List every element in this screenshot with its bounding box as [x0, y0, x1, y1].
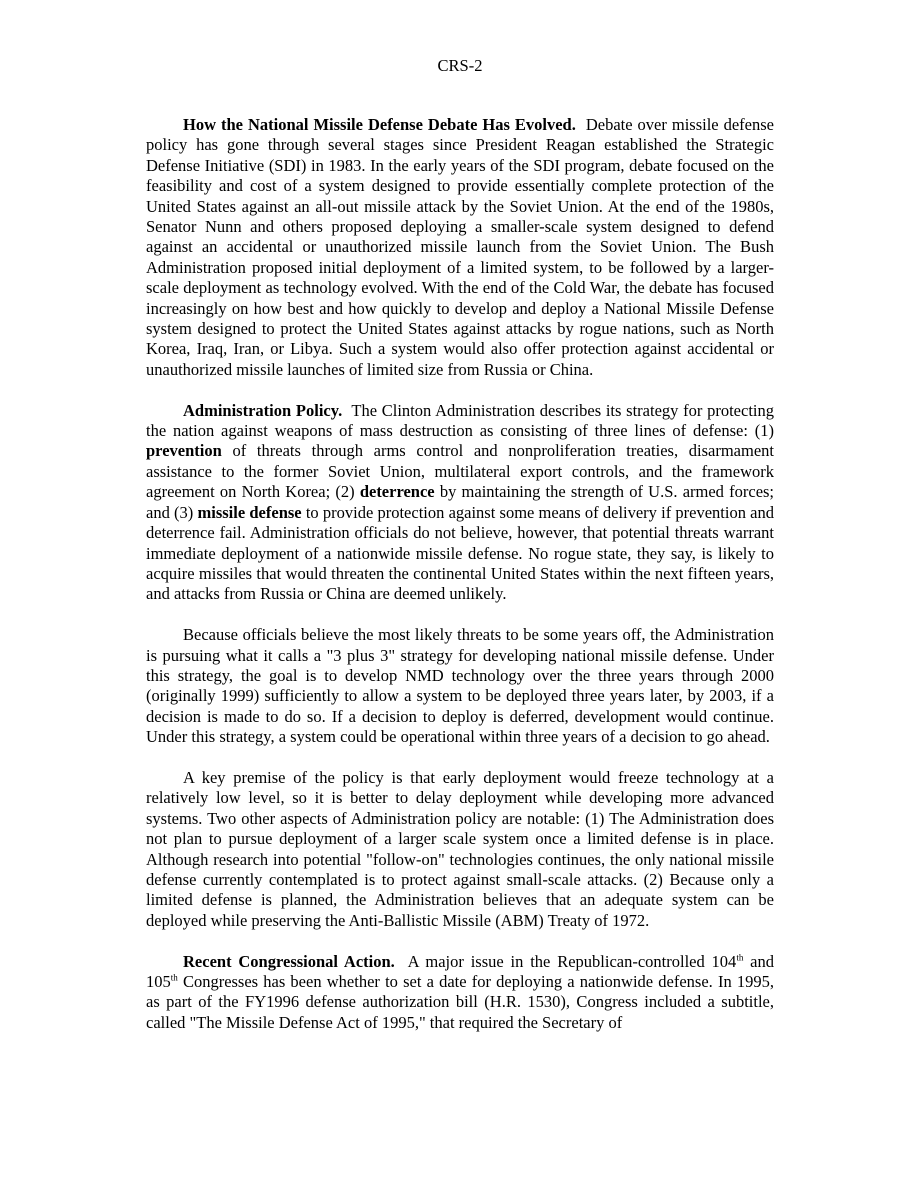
paragraph-text: Debate over missile defense policy has gone through several stages since President Reagan established the Strategic Defense Initiative (SDI) in 1983. In the early years of the SDI program, debate focused on the feasibility and cost of a system designed to provide essentially complete protection of the United States against an all-out missile attack by the Soviet Union. At the end of the 1980s, Senator Nunn and others proposed deploying a smaller-scale system designed to defend against an accidental or unauthorized missile launch from the Soviet Union. The Bush Administration proposed initial deployment of a limited system, to be followed by a larger-scale deployment as technology evolved. With the end of the Cold War, the debate has focused increasingly on how best and how quickly to develop and deploy a National Missile Defense system designed to protect the United States against attacks by rogue nations, such as North Korea, Iraq, Iran, or Libya. Such a system would also offer protection against accidental or unauthorized missile launches of limited size from Russia or China.: [146, 115, 774, 379]
section-heading-administration-policy: Administration Policy.: [183, 400, 343, 420]
section-heading-debate-evolution: How the National Missile Defense Debate Has Evolved.: [183, 115, 576, 134]
bold-term-prevention: prevention: [146, 441, 222, 461]
section-heading-congressional-action: Recent Congressional Action.: [183, 951, 395, 971]
paragraph-debate-evolution: [146, 115, 774, 380]
paragraph-text: to provide protection against some means of delivery if prevention and deterrence fail. Administration officials do not believe, however, that potential threats warrant immediate deployment of a nationwide missile defense. No rogue state, they say, is likely to acquire missiles that would threaten the continental United States within the next fifteen years, and attacks from Russia or China are deemed unlikely.: [146, 502, 775, 604]
paragraph-text: Because officials believe the most likely threats to be some years off, the Administration is pursuing what it calls a "3 plus 3" strategy for developing national missile defense. Under this strategy, the goal is to develop NMD technology over the three years through 2000 (originally 1999) sufficiently to allow a system to be deployed three years later, by 2003, if a decision is made to do so. If a decision to deploy is deferred, development would continue. Under this strategy, a system could be operational within three years of a decision to go ahead.: [146, 625, 774, 747]
paragraph-three-plus-three: [146, 625, 774, 747]
page-number-header: CRS-2: [437, 56, 483, 75]
ordinal-suffix: th: [736, 952, 744, 963]
bold-term-missile-defense: missile defense: [197, 502, 302, 522]
paragraph-administration-policy: [146, 401, 774, 605]
bold-term-deterrence: deterrence: [359, 482, 435, 502]
paragraph-text: The Clinton Administration describes its strategy for protecting the nation against weapons of mass destruction as consisting of three lines of defense: (1): [146, 400, 775, 441]
paragraph-text: of threats through arms control and nonproliferation treaties, disarmament assistance to the former Soviet Union, multilateral export controls, and the framework agreement on North Korea; (2): [146, 441, 774, 502]
paragraph-text: A major issue in the Republican-controlled 104: [407, 951, 737, 971]
paragraph-text: by maintaining the strength of U.S. armed forces; and (3): [146, 482, 775, 522]
paragraph-congressional-action: [146, 952, 774, 1034]
paragraph-key-premise: [146, 768, 774, 931]
paragraph-text: A key premise of the policy is that early deployment would freeze technology at a relatively low level, so it is better to delay deployment while developing more advanced systems. Two other aspects of Administration policy are notable: (1) The Administration does not plan to pursue deployment of a larger scale system once a limited defense is in place. Although research into potential "follow-on" technologies continues, the only national missile defense currently contemplated is to protect against small-scale attacks. (2) Because only a limited defense is planned, the Administration believes that an adequate system can be deployed while preserving the Anti-Ballistic Missile (ABM) Treaty of 1972.: [146, 767, 774, 930]
paragraph-text: Congresses has been whether to set a date for deploying a nationwide defense. In 1995, as part of the FY1996 defense authorization bill (H.R. 1530), Congress included a subtitle, called "The Missile Defense Act of 1995," that required the Secretary of: [146, 972, 774, 1032]
paragraph-text: and 105: [146, 951, 774, 991]
ordinal-suffix: th: [170, 972, 178, 983]
document-body: [146, 115, 774, 1054]
